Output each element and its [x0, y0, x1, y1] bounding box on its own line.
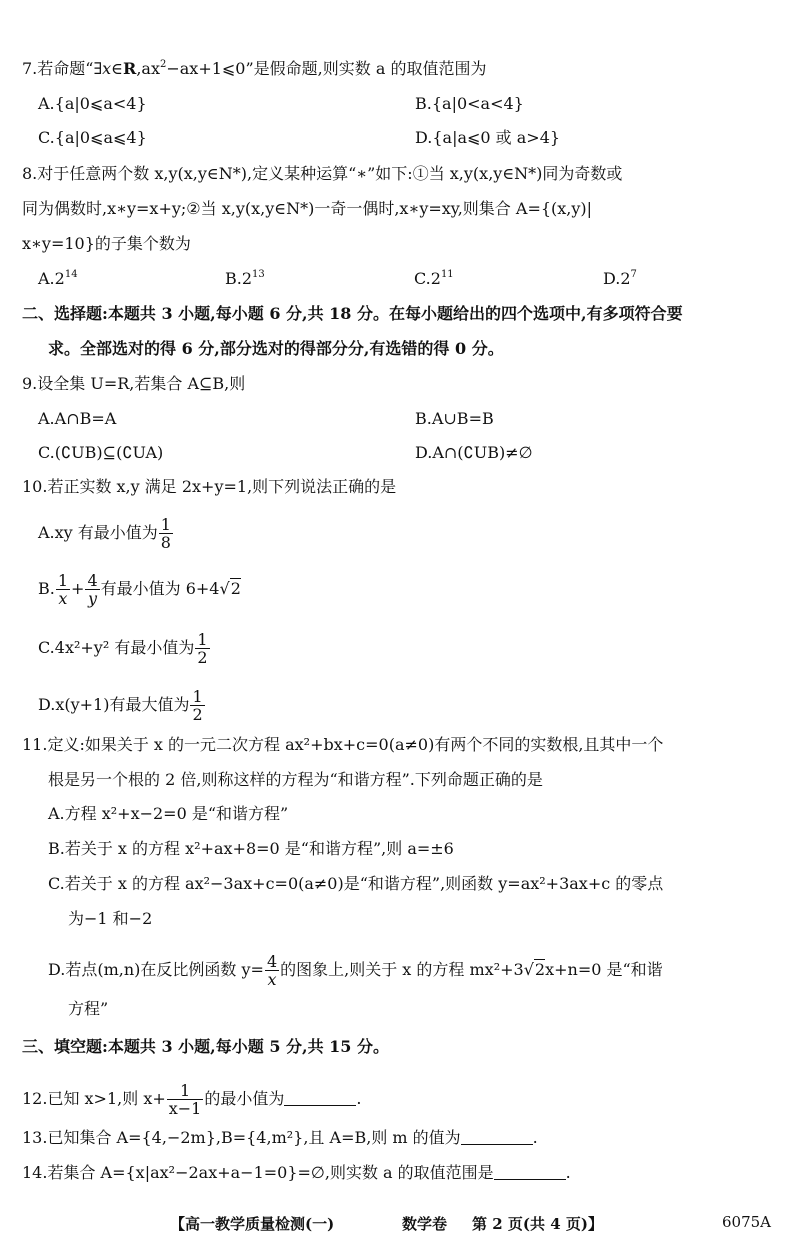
fraction: $\frac{1}{x}$ — [57, 571, 69, 608]
question-9-option-d: D.A∩(∁UB)≠∅ — [415, 443, 533, 462]
question-13: 13.已知集合 A={4,−2m},B={4,m²},且 A=B,则 m 的值为 . — [22, 1128, 538, 1147]
question-9-option-c: C.(∁UB)⊆(∁UA) — [38, 443, 164, 462]
footer-subject: 数学卷 — [402, 1215, 448, 1233]
fraction: $\frac{4}{y}$ — [87, 571, 98, 608]
question-11-option-d: D.若点(m,n)在反比例函数 y= $\frac{4}{x}$ 的图象上,则关于 x 的方程 mx²+3√2x+n=0 是“和谐 — [48, 952, 663, 989]
question-11-option-c: C.若关于 x 的方程 ax²−3ax+c=0(a≠0)是“和谐方程”,则函数 y=ax²+3ax+c 的零点 — [48, 874, 664, 893]
question-11-option-d-cont: 方程” — [68, 999, 109, 1018]
fraction: $\frac{4}{x}$ — [266, 952, 278, 989]
question-8-option-b: $B.2^{13}$ — [225, 269, 265, 288]
question-10-stem: 10.若正实数 x,y 满足 2x+y=1,则下列说法正确的是 — [22, 477, 397, 496]
question-11-option-c-cont: 为−1 和−2 — [68, 909, 153, 928]
footer-code: 6075A — [722, 1213, 772, 1231]
question-9-stem: 9.设全集 U=R,若集合 A⊆B,则 — [22, 374, 246, 393]
sqrt-sign-icon: √ — [523, 960, 534, 979]
question-11-line-1: 11.定义:如果关于 x 的一元二次方程 ax²+bx+c=0(a≠0)有两个不同的实数根,且其中一个 — [22, 735, 664, 754]
question-11-option-b: B.若关于 x 的方程 x²+ax+8=0 是“和谐方程”,则 a=±6 — [48, 839, 454, 858]
section-2-heading-cont: 求。全部选对的得 6 分,部分选对的得部分分,有选错的得 0 分。 — [48, 339, 504, 358]
question-9-option-b: B.A∪B=B — [415, 409, 494, 428]
question-7-stem: 7.若命题“$\exists x\in R,ax^2-ax+1⩽0$”是假命题,则实数 a 的取值范围为 — [22, 59, 487, 78]
question-10-option-d: D.x(y+1)有最大值为 $\frac{1}{2}$ — [38, 687, 203, 724]
footer-page-number: 第 2 页(共 4 页)】 — [472, 1215, 603, 1233]
fraction: $\frac{1}{x-1}$ — [168, 1081, 202, 1118]
section-2-heading: 二、选择题:本题共 3 小题,每小题 6 分,共 18 分。在每小题给出的四个选项中,有多项符合要 — [22, 304, 683, 323]
question-7-option-a: A.{a|0⩽a<4} — [38, 94, 147, 113]
footer-exam-title: 【高一教学质量检测(一) — [170, 1215, 335, 1233]
fraction: $\frac{1}{2}$ — [197, 630, 208, 667]
answer-blank[interactable] — [284, 1089, 356, 1106]
question-11-line-2: 根是另一个根的 2 倍,则称这样的方程为“和谐方程”.下列命题正确的是 — [48, 770, 543, 789]
question-7-option-c: C.{a|0⩽a⩽4} — [38, 128, 147, 147]
question-10-option-c: C.4x²+y² 有最小值为 $\frac{1}{2}$ — [38, 630, 208, 667]
sqrt-sign-icon: √ — [219, 579, 230, 598]
question-14: 14.若集合 A={x|ax²−2ax+a−1=0}=∅,则实数 a 的取值范围是 . — [22, 1163, 571, 1182]
question-10-option-b: B. $\frac{1}{x}$ + $\frac{4}{y}$ 有最小值为 6+4√2 — [38, 571, 241, 608]
question-9-option-a: A.A∩B=A — [38, 409, 117, 428]
question-8-option-c: $C.2^{11}$ — [414, 269, 454, 288]
section-3-heading: 三、填空题:本题共 3 小题,每小题 5 分,共 15 分。 — [22, 1037, 390, 1056]
question-10-option-a: A.xy 有最小值为 $\frac{1}{8}$ — [38, 515, 171, 552]
question-7-option-d: D.{a|a⩽0 或 a>4} — [415, 128, 561, 147]
question-12: 12.已知 x>1,则 x+ $\frac{1}{x-1}$ 的最小值为 . — [22, 1081, 362, 1118]
answer-blank[interactable] — [461, 1128, 533, 1145]
question-8-line-1: 8.对于任意两个数 x,y(x,y∈N*),定义某种运算“∗”如下:①当 x,y(x,y∈N*)同为奇数或 — [22, 164, 623, 183]
fraction: $\frac{1}{2}$ — [192, 687, 203, 724]
question-8-line-3: x∗y=10}的子集个数为 — [22, 234, 191, 253]
question-8-line-2: 同为偶数时,x∗y=x+y;②当 x,y(x,y∈N*)一奇一偶时,x∗y=xy,则集合 A={(x,y)| — [22, 199, 593, 218]
question-8-option-d: $D.2^7$ — [603, 269, 637, 288]
fraction: $\frac{1}{8}$ — [160, 515, 171, 552]
question-7-option-b: B.{a|0<a<4} — [415, 94, 524, 113]
answer-blank[interactable] — [494, 1163, 566, 1180]
question-11-option-a: A.方程 x²+x−2=0 是“和谐方程” — [48, 804, 289, 823]
question-8-option-a: $A.2^{14}$ — [38, 269, 78, 288]
